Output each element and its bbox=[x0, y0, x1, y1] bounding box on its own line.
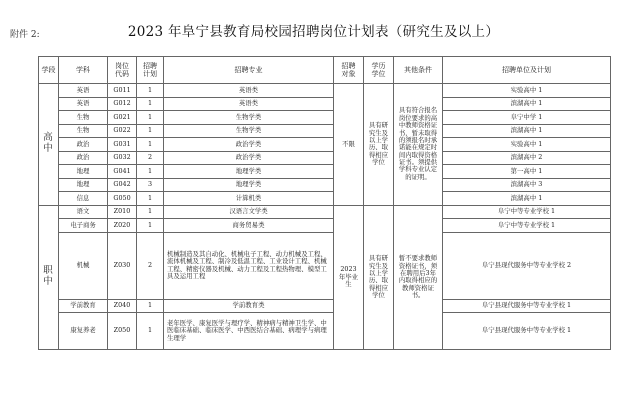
major-cell: 英语类 bbox=[164, 97, 334, 111]
major-cell: 生物学类 bbox=[164, 111, 334, 125]
major-cell: 政治学类 bbox=[164, 151, 334, 165]
subject-cell: 地理 bbox=[59, 165, 108, 179]
subject-cell: 生物 bbox=[59, 111, 108, 125]
stage-cell: 职中 bbox=[39, 205, 59, 350]
table-row bbox=[39, 138, 611, 152]
code-cell: G042 bbox=[108, 178, 137, 192]
code-cell: G021 bbox=[108, 111, 137, 125]
table-row bbox=[39, 299, 611, 313]
code-cell: Z020 bbox=[108, 219, 137, 233]
target-cell: 不限 bbox=[334, 84, 364, 206]
major-cell: 地理学类 bbox=[164, 165, 334, 179]
subject-cell: 生物 bbox=[59, 124, 108, 138]
major-cell: 生物学类 bbox=[164, 124, 334, 138]
table-row bbox=[39, 219, 611, 233]
education-cell: 具有研究生及以上学历、取得相应学位 bbox=[364, 205, 394, 350]
unit-cell: 阜宁中学 1 bbox=[443, 111, 611, 125]
annex-label: 附件 2: bbox=[10, 30, 40, 40]
code-cell: G041 bbox=[108, 165, 137, 179]
plan-cell: 1 bbox=[137, 165, 164, 179]
unit-cell: 滨湖高中 2 bbox=[443, 151, 611, 165]
plan-cell: 2 bbox=[137, 151, 164, 165]
table-row bbox=[39, 111, 611, 125]
table-row bbox=[39, 232, 611, 299]
unit-cell: 阜宁中等专业学校 1 bbox=[443, 205, 611, 219]
col-header: 岗位 代码 bbox=[108, 57, 137, 84]
plan-cell: 3 bbox=[137, 178, 164, 192]
major-cell: 地理学类 bbox=[164, 178, 334, 192]
code-cell: G050 bbox=[108, 192, 137, 206]
code-cell: Z050 bbox=[108, 313, 137, 350]
unit-cell: 实验高中 1 bbox=[443, 84, 611, 98]
major-cell: 汉语言文学类 bbox=[164, 205, 334, 219]
major-cell: 计算机类 bbox=[164, 192, 334, 206]
stage-cell: 高中 bbox=[39, 84, 59, 206]
subject-cell: 政治 bbox=[59, 138, 108, 152]
plan-cell: 1 bbox=[137, 299, 164, 313]
plan-cell: 1 bbox=[137, 219, 164, 233]
col-header: 其他条件 bbox=[394, 57, 443, 84]
header-row bbox=[39, 57, 611, 84]
plan-cell: 1 bbox=[137, 97, 164, 111]
col-header: 招聘单位及计划 bbox=[443, 57, 611, 84]
code-cell: Z010 bbox=[108, 205, 137, 219]
code-cell: Z040 bbox=[108, 299, 137, 313]
unit-cell: 滨湖高中 1 bbox=[443, 124, 611, 138]
code-cell: G022 bbox=[108, 124, 137, 138]
major-cell: 机械制造及其自动化、机械电子工程、动力机械及工程、流体机械及工程、制冷及低温工程、工业设计工程、机械工程、精密仪器及机械、动力工程及工程热物理、模型工具及运用工程 bbox=[164, 232, 334, 299]
other-conditions-cell: 暂不要求教师资格证书，须在聘用后3年内取得相应的教师资格证书。 bbox=[394, 205, 443, 350]
major-cell: 学前教育类 bbox=[164, 299, 334, 313]
plan-cell: 1 bbox=[137, 111, 164, 125]
table-row bbox=[39, 313, 611, 350]
target-cell: 2023 年毕业生 bbox=[334, 205, 364, 350]
col-header: 学历 学位 bbox=[364, 57, 394, 84]
col-header: 学科 bbox=[59, 57, 108, 84]
subject-cell: 康复养老 bbox=[59, 313, 108, 350]
plan-cell: 1 bbox=[137, 138, 164, 152]
other-conditions-cell: 具有符合报名岗位要求的高中教师资格证书，暂未取得的须报名时承诺能在规定时间内取得资格证书。须提供学科专业认定的证明。 bbox=[394, 84, 443, 206]
subject-cell: 英语 bbox=[59, 97, 108, 111]
subject-cell: 电子商务 bbox=[59, 219, 108, 233]
table-row bbox=[39, 178, 611, 192]
subject-cell: 学前教育 bbox=[59, 299, 108, 313]
major-cell: 商务贸易类 bbox=[164, 219, 334, 233]
col-header: 招聘 对象 bbox=[334, 57, 364, 84]
subject-cell: 语文 bbox=[59, 205, 108, 219]
plan-cell: 1 bbox=[137, 84, 164, 98]
code-cell: G011 bbox=[108, 84, 137, 98]
unit-cell: 阜宁县现代服务中等专业学校 1 bbox=[443, 313, 611, 350]
code-cell: Z030 bbox=[108, 232, 137, 299]
plan-cell: 1 bbox=[137, 313, 164, 350]
plan-cell: 2 bbox=[137, 232, 164, 299]
subject-cell: 地理 bbox=[59, 178, 108, 192]
unit-cell: 阜宁县现代服务中等专业学校 2 bbox=[443, 232, 611, 299]
unit-cell: 滨湖高中 1 bbox=[443, 192, 611, 206]
plan-cell: 1 bbox=[137, 124, 164, 138]
col-header: 招聘 计划 bbox=[137, 57, 164, 84]
unit-cell: 滨湖高中 3 bbox=[443, 178, 611, 192]
subject-cell: 英语 bbox=[59, 84, 108, 98]
unit-cell: 阜宁县现代服务中等专业学校 1 bbox=[443, 299, 611, 313]
subject-cell: 政治 bbox=[59, 151, 108, 165]
table-row bbox=[39, 84, 611, 98]
plan-cell: 1 bbox=[137, 205, 164, 219]
plan-cell: 1 bbox=[137, 192, 164, 206]
page-title: 2023 年阜宁县教育局校园招聘岗位计划表（研究生及以上） bbox=[127, 24, 500, 40]
col-header: 学段 bbox=[39, 57, 59, 84]
code-cell: G012 bbox=[108, 97, 137, 111]
recruitment-plan-table bbox=[38, 56, 611, 350]
table-row bbox=[39, 192, 611, 206]
col-header: 招聘专业 bbox=[164, 57, 334, 84]
major-cell: 老年医学、康复医学与理疗学、精神病与精神卫生学、中医临床基础、临床医学、中西医结合基础、病理学与病理生理学 bbox=[164, 313, 334, 350]
table-row bbox=[39, 124, 611, 138]
major-cell: 英语类 bbox=[164, 84, 334, 98]
table-row bbox=[39, 205, 611, 219]
unit-cell: 阜宁中等专业学校 1 bbox=[443, 219, 611, 233]
unit-cell: 实验高中 1 bbox=[443, 138, 611, 152]
education-cell: 具有研究生及以上学历、取得相应学位 bbox=[364, 84, 394, 206]
major-cell: 政治学类 bbox=[164, 138, 334, 152]
table-row bbox=[39, 151, 611, 165]
table-row bbox=[39, 165, 611, 179]
subject-cell: 信息 bbox=[59, 192, 108, 206]
unit-cell: 第一高中 1 bbox=[443, 165, 611, 179]
unit-cell: 滨湖高中 1 bbox=[443, 97, 611, 111]
code-cell: G032 bbox=[108, 151, 137, 165]
code-cell: G031 bbox=[108, 138, 137, 152]
subject-cell: 机械 bbox=[59, 232, 108, 299]
table-row bbox=[39, 97, 611, 111]
